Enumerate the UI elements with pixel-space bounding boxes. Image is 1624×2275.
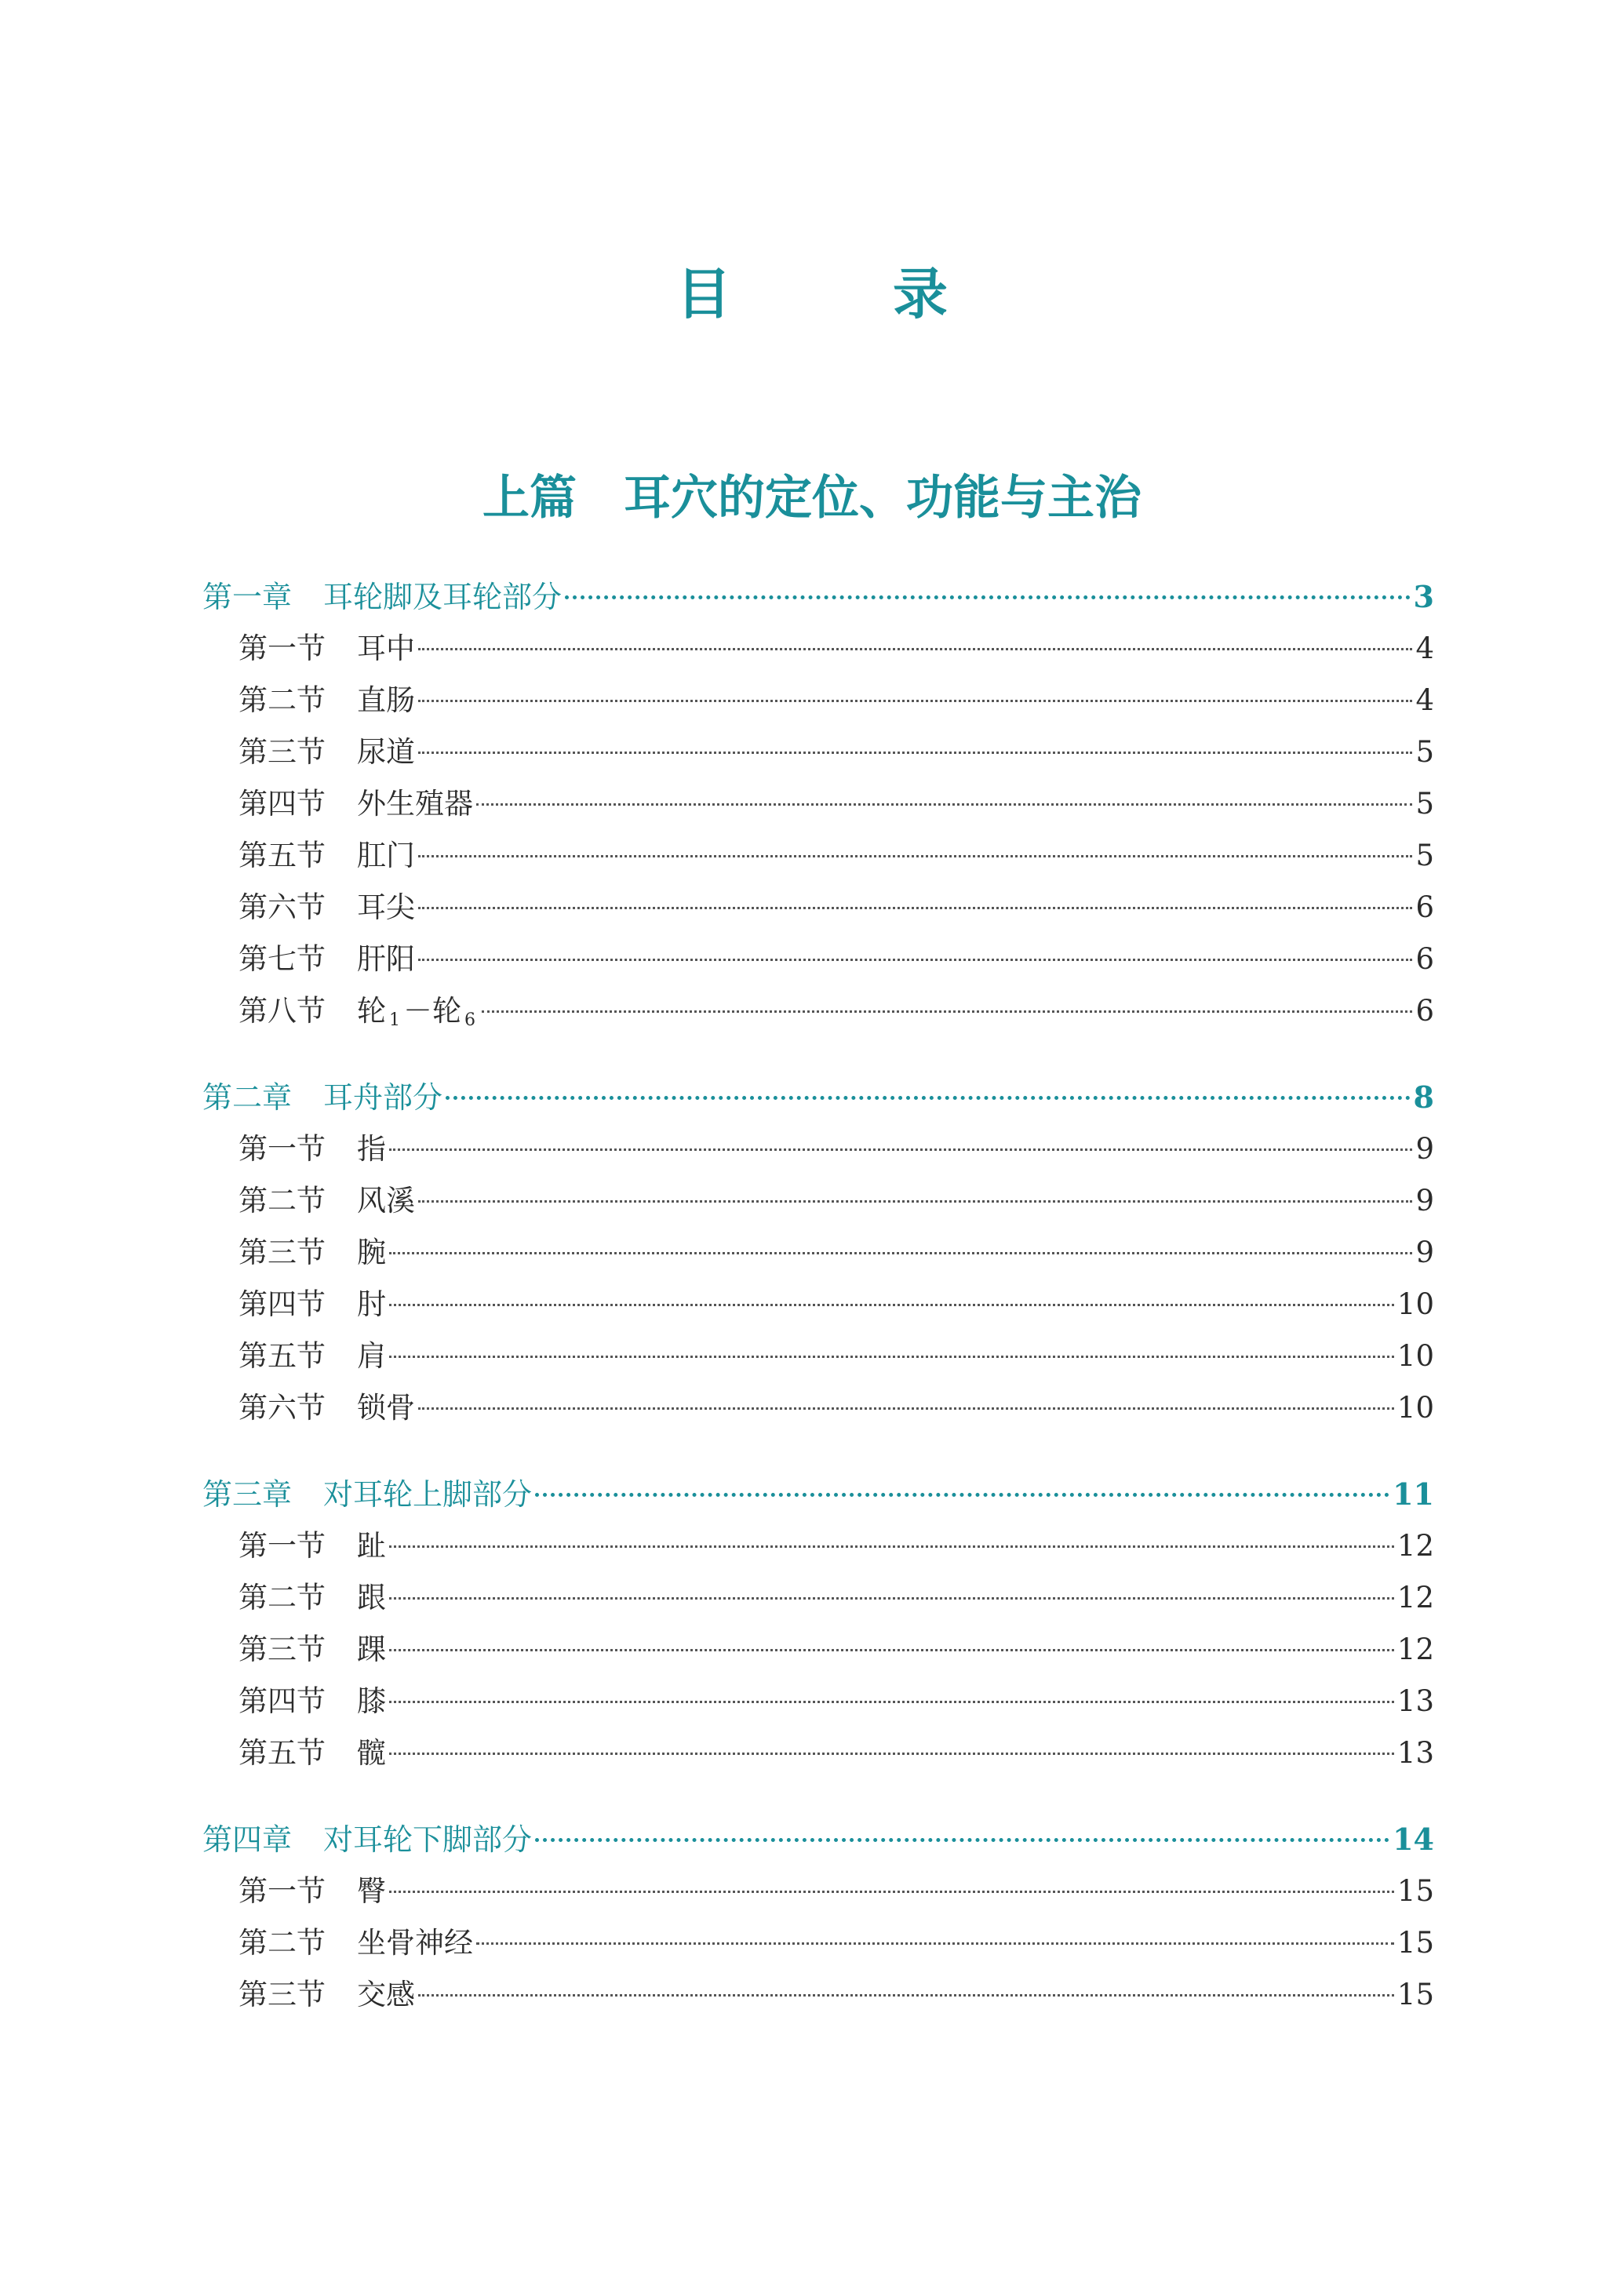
chapter-page-number: 14 <box>1393 1822 1434 1857</box>
chapter-page-number: 11 <box>1393 1476 1434 1512</box>
dot-leader <box>389 1701 1394 1703</box>
section-entry[interactable] <box>202 1123 1434 1175</box>
section-number: 第八节 <box>239 994 326 1028</box>
section-entry[interactable] <box>202 1917 1434 1969</box>
dot-leader <box>476 1942 1394 1945</box>
chapter-number: 第三章 <box>202 1477 293 1512</box>
section-entry[interactable] <box>202 1175 1434 1227</box>
dot-leader <box>565 595 1411 599</box>
section-title: 膝 <box>357 1684 386 1718</box>
section-title: 肝阳 <box>357 942 415 976</box>
section-number: 第三节 <box>239 1236 326 1269</box>
section-page-number: 6 <box>1415 890 1434 924</box>
dot-leader <box>389 1649 1394 1651</box>
section-number: 第四节 <box>239 1684 326 1718</box>
section-page-number: 15 <box>1396 1874 1434 1908</box>
section-number: 第四节 <box>239 787 326 821</box>
dot-leader <box>418 907 1412 909</box>
section-entry[interactable] <box>202 882 1434 934</box>
section-page-number: 9 <box>1415 1184 1434 1218</box>
dot-leader <box>389 1597 1394 1600</box>
section-entry[interactable] <box>202 726 1434 778</box>
section-page-number: 5 <box>1415 735 1434 769</box>
section-page-number: 6 <box>1415 994 1434 1028</box>
section-page-number: 4 <box>1415 632 1434 665</box>
section-title: 风溪 <box>357 1184 415 1218</box>
section-entry[interactable] <box>202 1676 1434 1727</box>
section-entry[interactable] <box>202 1520 1434 1572</box>
section-entry[interactable] <box>202 778 1434 830</box>
chapter-entry[interactable] <box>202 1469 1434 1520</box>
chapter-title: 对耳轮下脚部分 <box>323 1822 533 1857</box>
dot-leader <box>389 1891 1394 1893</box>
section-number: 第六节 <box>239 890 326 924</box>
chapter-block <box>202 1814 1434 2021</box>
section-number: 第三节 <box>239 1633 326 1666</box>
dot-leader <box>389 1252 1412 1254</box>
section-title: 锁骨 <box>357 1391 415 1425</box>
dot-leader <box>535 1493 1389 1497</box>
dot-leader <box>389 1545 1394 1548</box>
section-number: 第五节 <box>239 839 326 872</box>
section-page-number: 13 <box>1396 1736 1434 1770</box>
section-entry[interactable] <box>202 934 1434 985</box>
chapter-number: 第四章 <box>202 1822 293 1857</box>
section-page-number: 5 <box>1415 839 1434 872</box>
dot-leader <box>482 1010 1412 1013</box>
section-entry[interactable] <box>202 675 1434 726</box>
dot-leader <box>418 648 1412 650</box>
chapter-page-number: 3 <box>1413 579 1434 614</box>
chapter-title: 耳舟部分 <box>323 1080 443 1115</box>
dot-leader <box>418 959 1412 961</box>
dot-leader <box>418 1994 1394 1997</box>
section-page-number: 13 <box>1396 1684 1434 1718</box>
section-number: 第一节 <box>239 1874 326 1908</box>
section-title: 耳尖 <box>357 890 415 924</box>
chapter-title: 对耳轮上脚部分 <box>323 1477 533 1512</box>
section-number: 第七节 <box>239 942 326 976</box>
chapter-entry[interactable] <box>202 571 1434 623</box>
section-title: 外生殖器 <box>357 787 473 821</box>
section-number: 第四节 <box>239 1287 326 1321</box>
chapter-title: 耳轮脚及耳轮部分 <box>323 580 563 614</box>
dot-leader <box>389 1148 1412 1151</box>
section-title: 臀 <box>357 1874 386 1908</box>
chapter-block <box>202 1469 1434 1779</box>
section-page-number: 5 <box>1415 787 1434 821</box>
section-page-number: 4 <box>1415 683 1434 717</box>
section-title: 趾 <box>357 1529 386 1563</box>
section-title: 坐骨神经 <box>357 1926 473 1960</box>
section-number: 第三节 <box>239 735 326 769</box>
section-title: 髋 <box>357 1736 386 1770</box>
section-page-number: 9 <box>1415 1132 1434 1166</box>
section-page-number: 15 <box>1396 1978 1434 2011</box>
section-title: 直肠 <box>357 683 415 717</box>
section-page-number: 10 <box>1396 1391 1434 1425</box>
section-entry[interactable] <box>202 1279 1434 1330</box>
section-title: 尿道 <box>357 735 415 769</box>
section-entry[interactable] <box>202 1330 1434 1382</box>
section-title: 肛门 <box>357 839 415 872</box>
section-entry[interactable] <box>202 623 1434 675</box>
section-entry[interactable] <box>202 830 1434 882</box>
section-page-number: 9 <box>1415 1236 1434 1269</box>
section-entry[interactable] <box>202 1969 1434 2021</box>
dot-leader <box>446 1096 1411 1100</box>
section-number: 第五节 <box>239 1736 326 1770</box>
section-entry[interactable] <box>202 1572 1434 1624</box>
chapter-entry[interactable] <box>202 1072 1434 1123</box>
section-entry[interactable] <box>202 1866 1434 1917</box>
chapter-number: 第一章 <box>202 580 293 614</box>
page-title: 目 录 <box>676 262 1001 326</box>
section-title: 交感 <box>357 1978 415 2011</box>
section-number: 第五节 <box>239 1339 326 1373</box>
section-entry[interactable] <box>202 1624 1434 1676</box>
dot-leader <box>418 752 1412 754</box>
section-page-number: 12 <box>1396 1633 1434 1666</box>
section-number: 第二节 <box>239 1184 326 1218</box>
chapter-block <box>202 1072 1434 1434</box>
section-number: 第一节 <box>239 632 326 665</box>
section-number: 第六节 <box>239 1391 326 1425</box>
section-title: 腕 <box>357 1236 386 1269</box>
dot-leader <box>535 1838 1389 1842</box>
dot-leader <box>418 855 1412 857</box>
section-entry[interactable] <box>202 1227 1434 1279</box>
section-title: 耳中 <box>357 632 415 665</box>
chapter-number: 第二章 <box>202 1080 293 1115</box>
section-entry[interactable] <box>202 1727 1434 1779</box>
section-page-number: 10 <box>1396 1287 1434 1321</box>
dot-leader <box>418 1407 1394 1410</box>
section-page-number: 12 <box>1396 1529 1434 1563</box>
section-number: 第三节 <box>239 1978 326 2011</box>
dot-leader <box>418 700 1412 702</box>
section-entry[interactable] <box>202 985 1434 1037</box>
section-title: 踝 <box>357 1633 386 1666</box>
section-number: 第一节 <box>239 1132 326 1166</box>
part-title: 上篇 耳穴的定位、功能与主治 <box>482 471 1142 526</box>
section-entry[interactable] <box>202 1382 1434 1434</box>
section-number: 第二节 <box>239 1926 326 1960</box>
section-title: 跟 <box>357 1581 386 1614</box>
section-number: 第二节 <box>239 1581 326 1614</box>
dot-leader <box>389 1304 1394 1306</box>
chapter-page-number: 8 <box>1413 1079 1434 1115</box>
table-of-contents <box>202 571 1434 2055</box>
section-number: 第一节 <box>239 1529 326 1563</box>
section-page-number: 6 <box>1415 942 1434 976</box>
chapter-entry[interactable] <box>202 1814 1434 1866</box>
section-page-number: 12 <box>1396 1581 1434 1614</box>
dot-leader <box>476 803 1412 806</box>
dot-leader <box>389 1753 1394 1755</box>
section-title: 肩 <box>357 1339 386 1373</box>
section-number: 第二节 <box>239 683 326 717</box>
section-page-number: 15 <box>1396 1926 1434 1960</box>
dot-leader <box>418 1200 1412 1203</box>
dot-leader <box>389 1356 1394 1358</box>
section-title: 肘 <box>357 1287 386 1321</box>
chapter-block <box>202 571 1434 1037</box>
section-page-number: 10 <box>1396 1339 1434 1373</box>
section-title: 轮 $_1$ －轮 $_6$ <box>357 994 475 1030</box>
section-title: 指 <box>357 1132 386 1166</box>
